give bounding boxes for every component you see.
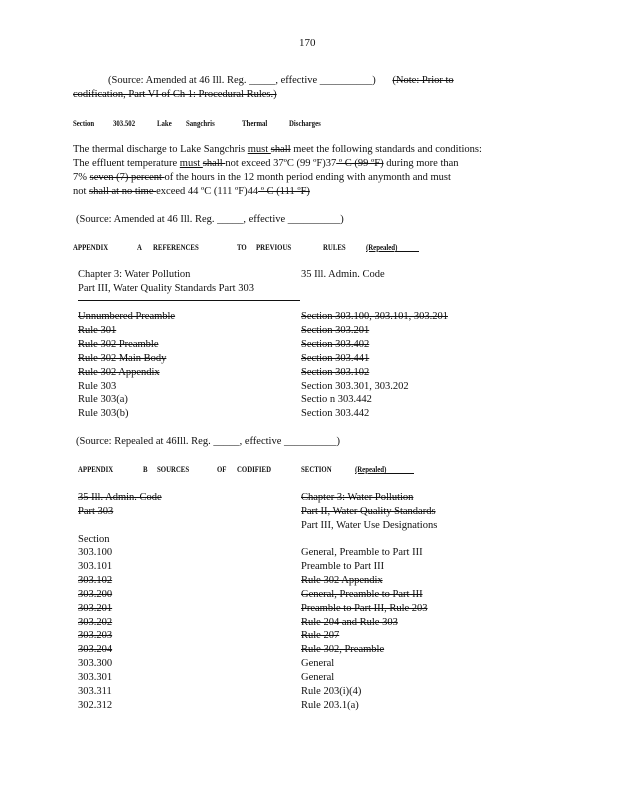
- table-row-right: Preamble to Part III, Rule 203: [301, 602, 428, 614]
- source-note-1-line2: codification, Part VI of Ch 1: Procedural Rules.): [73, 89, 277, 100]
- section-title-word: Sangchris: [186, 118, 215, 128]
- source-note-2: (Source: Amended at 46 Ill. Reg. _____, effective __________): [76, 214, 344, 225]
- body-line-2: [73, 157, 459, 170]
- table-row-left: Rule 303(a): [78, 394, 128, 406]
- appendix-b-left-column: [78, 546, 112, 713]
- body-text: not exceed 37ºC (99 ºF)37: [225, 158, 337, 169]
- table-row-right: Rule 302 Appendix: [301, 574, 383, 586]
- inserted-text: must: [247, 144, 271, 155]
- source-note-1-text: (Source: Amended at 46 Ill. Reg. _____, effective __________): [108, 75, 376, 86]
- table-row-left: 303.311: [78, 686, 112, 698]
- appendix-b-word: OF: [217, 464, 227, 474]
- table-row-left: 303.301: [78, 672, 113, 684]
- table-row-left: 303.300: [78, 658, 113, 670]
- table-row-right: Section 303.301, 303.202: [301, 380, 409, 392]
- appendix-b-word: B: [143, 464, 148, 474]
- table-row-right: Section 303.102: [301, 366, 370, 378]
- appendix-b-repealed: (Repealed): [355, 464, 387, 474]
- table-row-left: 303.200: [78, 588, 113, 600]
- table-row-right: General, Preamble to Part III: [301, 547, 423, 558]
- appendix-a-word: RULES: [323, 242, 346, 252]
- table-row-left: 303.100: [78, 547, 113, 558]
- source-note-1: [108, 74, 454, 87]
- section-number: 303.502: [113, 118, 136, 128]
- body-text: The thermal discharge to Lake Sangchris: [73, 144, 248, 155]
- inserted-text: must: [179, 158, 203, 169]
- appendix-b-word: CODIFIED: [237, 464, 272, 474]
- appendix-a-heading-underline: [395, 251, 419, 252]
- source-note-3: (Source: Repealed at 46Ill. Reg. _____, effective __________): [76, 436, 340, 447]
- table-row-right: Rule 203.1(a): [301, 699, 359, 711]
- appendix-b-heading-underline: [382, 473, 414, 474]
- source-note-1-struck: (Note: Prior to: [392, 75, 454, 86]
- table-row-left: Rule 303(b): [78, 408, 129, 420]
- table-row-right: Section 303.402: [301, 338, 370, 350]
- deleted-text: º C (99 ºF): [336, 158, 384, 169]
- body-text: meet the following standards and conditions:: [290, 144, 482, 155]
- appendix-b-word: APPENDIX: [78, 464, 114, 474]
- appendix-b-header-right-1: Chapter 3: Water Pollution: [301, 492, 414, 503]
- appendix-b-section-label: Section: [78, 534, 110, 545]
- section-title-word: Lake: [157, 118, 172, 128]
- table-row-right: Rule 302, Preamble: [301, 644, 385, 656]
- table-row-left: Rule 303: [78, 380, 117, 392]
- body-text: exceed 44 ºC (111 ºF)44: [156, 186, 259, 197]
- table-row-left: 303.102: [78, 574, 113, 586]
- section-title-word: Discharges: [289, 118, 321, 128]
- body-text: of the hours in the 12 month period ending with anymonth and must: [164, 172, 451, 183]
- deleted-text: shall at no time: [89, 186, 157, 197]
- section-label: Section: [73, 118, 95, 128]
- table-row-left: Rule 302 Main Body: [78, 352, 167, 364]
- appendix-b-header-right: [301, 491, 437, 533]
- appendix-a-word: PREVIOUS: [256, 242, 292, 252]
- table-row-right: Section 303.100, 303.101, 303.201: [301, 311, 448, 322]
- deleted-text: shall: [270, 144, 291, 155]
- table-row-right: General: [301, 658, 335, 670]
- table-row-left: Rule 301: [78, 324, 117, 336]
- appendix-a-left-column: [78, 310, 175, 421]
- table-row-left: 303.203: [78, 630, 113, 642]
- appendix-a-repealed: (Repealed): [366, 242, 398, 252]
- appendix-a-header-left-1: Chapter 3: Water Pollution: [78, 269, 191, 280]
- appendix-b-header-left-2: Part 303: [78, 505, 114, 517]
- table-row-left: Unnumbered Preamble: [78, 311, 176, 322]
- appendix-a-right-column: [301, 310, 448, 421]
- appendix-b-header-right-2: Part II, Water Quality Standards: [301, 505, 436, 517]
- table-row-left: 303.201: [78, 602, 113, 614]
- table-row-right: Section 303.441: [301, 352, 370, 364]
- appendix-a-word: A: [137, 242, 142, 252]
- table-row-left: 303.202: [78, 616, 113, 628]
- table-row-right: Section 303.442: [301, 408, 370, 420]
- deleted-text: shall: [202, 158, 226, 169]
- appendix-a-header-right: 35 Ill. Admin. Code: [301, 269, 385, 280]
- body-text: 7%: [73, 172, 90, 183]
- appendix-b-header-left: [78, 491, 162, 519]
- appendix-a-word: REFERENCES: [153, 242, 199, 252]
- appendix-b-header-right-3: Part III, Water Use Designations: [301, 519, 438, 531]
- table-row-right: Rule 204 and Rule 303: [301, 616, 398, 628]
- table-row-right: Rule 203(i)(4): [301, 686, 362, 698]
- body-text: not: [73, 186, 90, 197]
- table-row-right: General: [301, 672, 335, 684]
- appendix-a-header-left-2: Part III, Water Quality Standards Part 303: [78, 283, 254, 294]
- appendix-b-word: SOURCES: [157, 464, 190, 474]
- table-row-right: Sectio n 303.442: [301, 394, 372, 406]
- section-title-word: Thermal: [242, 118, 268, 128]
- deleted-text: º C (111 ºF): [258, 186, 310, 197]
- table-row-right: General, Preamble to Part III: [301, 588, 423, 600]
- body-line-1: [73, 143, 482, 156]
- deleted-text: seven (7) percent: [89, 172, 165, 183]
- table-row-left: 303.204: [78, 644, 113, 656]
- appendix-a-word: APPENDIX: [73, 242, 109, 252]
- appendix-a-word: TO: [237, 242, 247, 252]
- table-row-left: Rule 302 Appendix: [78, 366, 160, 378]
- appendix-b-word: SECTION: [301, 464, 332, 474]
- body-text: The effluent temperature: [73, 158, 180, 169]
- appendix-b-right-column: [301, 546, 428, 713]
- appendix-a-table-rule: [78, 300, 300, 301]
- page-number: 170: [299, 37, 316, 49]
- body-line-3: [73, 171, 451, 184]
- table-row-left: 302.312: [78, 699, 113, 711]
- body-line-4: [73, 185, 310, 198]
- table-row-left: 303.101: [78, 560, 113, 572]
- table-row-left: Rule 302 Preamble: [78, 338, 159, 350]
- body-text: during more than: [383, 158, 459, 169]
- appendix-b-header-left-1: 35 Ill. Admin. Code: [78, 492, 162, 503]
- table-row-right: Preamble to Part III: [301, 560, 385, 572]
- table-row-right: Section 303.201: [301, 324, 370, 336]
- table-row-right: Rule 207: [301, 630, 340, 642]
